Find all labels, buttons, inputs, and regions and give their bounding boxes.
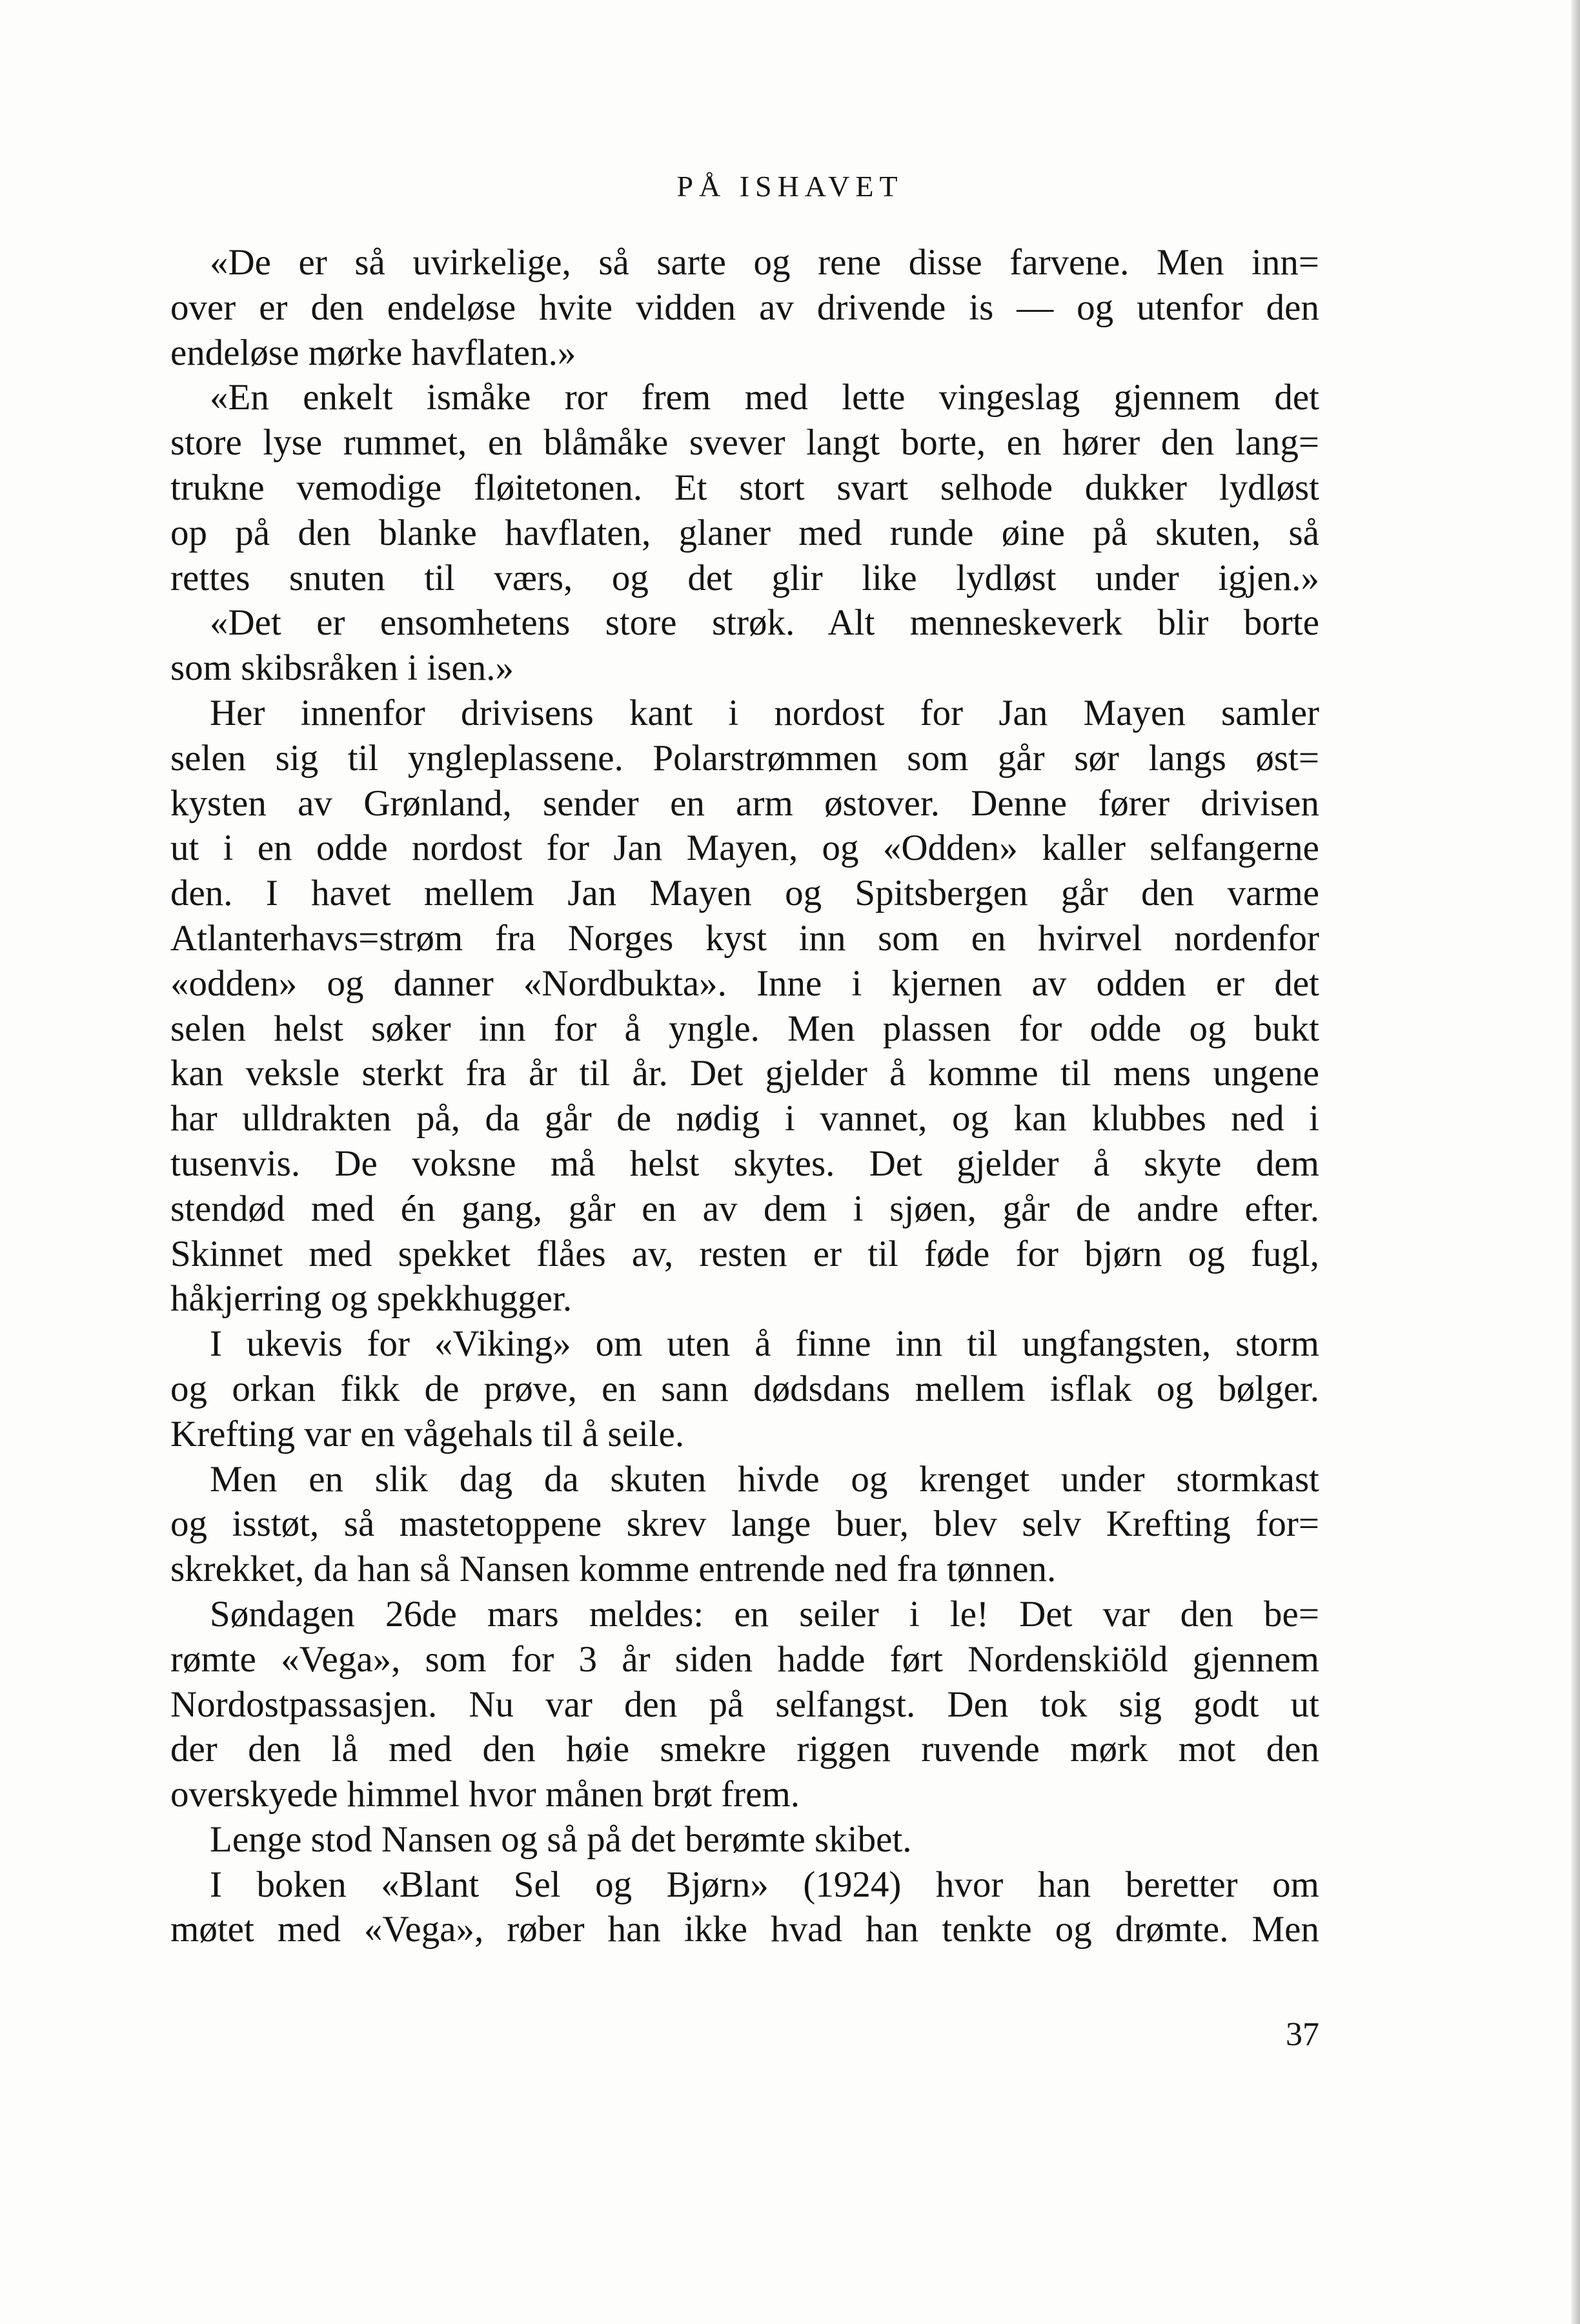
text-line: har ulldrakten på, da går de nødig i vannet, og kan klubbes ned i: [170, 1098, 1319, 1139]
text-line: Lenge stod Nansen og så på det berømte skibet.: [210, 1819, 912, 1860]
text-line: og isstøt, så mastetoppene skrev lange buer, blev selv Krefting for=: [170, 1503, 1319, 1545]
text-line: møtet med «Vega», røber han ikke hvad han tenkte og drømte. Men: [170, 1909, 1319, 1950]
text-line: «odden» og danner «Nordbukta». Inne i kjernen av odden er det: [170, 963, 1319, 1004]
text-line: Søndagen 26de mars meldes: en seiler i le! Det var den be=: [210, 1593, 1319, 1635]
text-line: Men en slik dag da skuten hivde og krenget under stormkast: [210, 1458, 1319, 1500]
text-line: den. I havet mellem Jan Mayen og Spitsbergen går den varme: [170, 873, 1319, 914]
text-line: tusenvis. De voksne må helst skytes. Det gjelder å skyte dem: [170, 1143, 1319, 1184]
text-line: I ukevis for «Viking» om uten å finne inn til ungfangsten, storm: [210, 1323, 1319, 1365]
text-line: ut i en odde nordost for Jan Mayen, og «Odden» kaller selfangerne: [170, 828, 1319, 869]
text-line: og orkan fikk de prøve, en sann dødsdans mellem isflak og bølger.: [170, 1368, 1319, 1409]
text-line: Her innenfor drivisens kant i nordost for Jan Mayen samler: [210, 692, 1319, 733]
text-line: store lyse rummet, en blåmåke svever langt borte, en hører den lang=: [170, 422, 1319, 464]
text-line: overskyede himmel hvor månen brøt frem.: [170, 1774, 800, 1815]
text-line: Krefting var en vågehals til å seile.: [170, 1413, 685, 1454]
text-line: rømte «Vega», som for 3 år siden hadde ført Nordenskiöld gjennem: [170, 1638, 1319, 1680]
text-line: op på den blanke havflaten, glaner med runde øine på skuten, så: [170, 512, 1319, 553]
text-line: kysten av Grønland, sender en arm østover. Denne fører drivisen: [170, 782, 1319, 824]
text-line: Nordostpassasjen. Nu var den på selfangst. Den tok sig godt ut: [170, 1684, 1319, 1725]
text-line: Skinnet med spekket flåes av, resten er til føde for bjørn og fugl,: [170, 1233, 1319, 1274]
page-edge-shadow: [1571, 0, 1580, 2324]
body-text: [170, 240, 1319, 1952]
text-line: I boken «Blant Sel og Bjørn» (1924) hvor han beretter om: [210, 1864, 1319, 1905]
text-line: stendød med én gang, går en av dem i sjøen, går de andre efter.: [170, 1188, 1319, 1229]
text-line: endeløse mørke havflaten.»: [170, 332, 576, 373]
page-number: 37: [1286, 2016, 1319, 2053]
text-line: der den lå med den høie smekre riggen ruvende mørk mot den: [170, 1729, 1319, 1770]
text-line: rettes snuten til værs, og det glir like lydløst under igjen.»: [170, 557, 1319, 598]
text-line: kan veksle sterkt fra år til år. Det gjelder å komme til mens ungene: [170, 1053, 1319, 1094]
text-line: selen sig til yngleplassene. Polarstrømmen som går sør langs øst=: [170, 737, 1319, 779]
text-line: håkjerring og spekkhugger.: [170, 1278, 572, 1320]
running-head: PÅ ISHAVET: [676, 170, 904, 203]
text-line: «De er så uvirkelige, så sarte og rene disse farvene. Men inn=: [210, 242, 1319, 283]
text-line: over er den endeløse hvite vidden av drivende is — og utenfor den: [170, 287, 1319, 328]
text-line: «Det er ensomhetens store strøk. Alt menneskeverk blir borte: [210, 602, 1319, 644]
text-line: som skibsråken i isen.»: [170, 647, 514, 689]
text-line: selen helst søker inn for å yngle. Men plassen for odde og bukt: [170, 1008, 1319, 1049]
text-line: «En enkelt ismåke ror frem med lette vingeslag gjennem det: [210, 377, 1319, 418]
text-line: Atlanterhavs=strøm fra Norges kyst inn som en hvirvel nordenfor: [170, 917, 1319, 959]
text-line: skrekket, da han så Nansen komme entrende ned fra tønnen.: [170, 1549, 1057, 1590]
text-line: trukne vemodige fløitetonen. Et stort svart selhode dukker lydløst: [170, 467, 1319, 508]
